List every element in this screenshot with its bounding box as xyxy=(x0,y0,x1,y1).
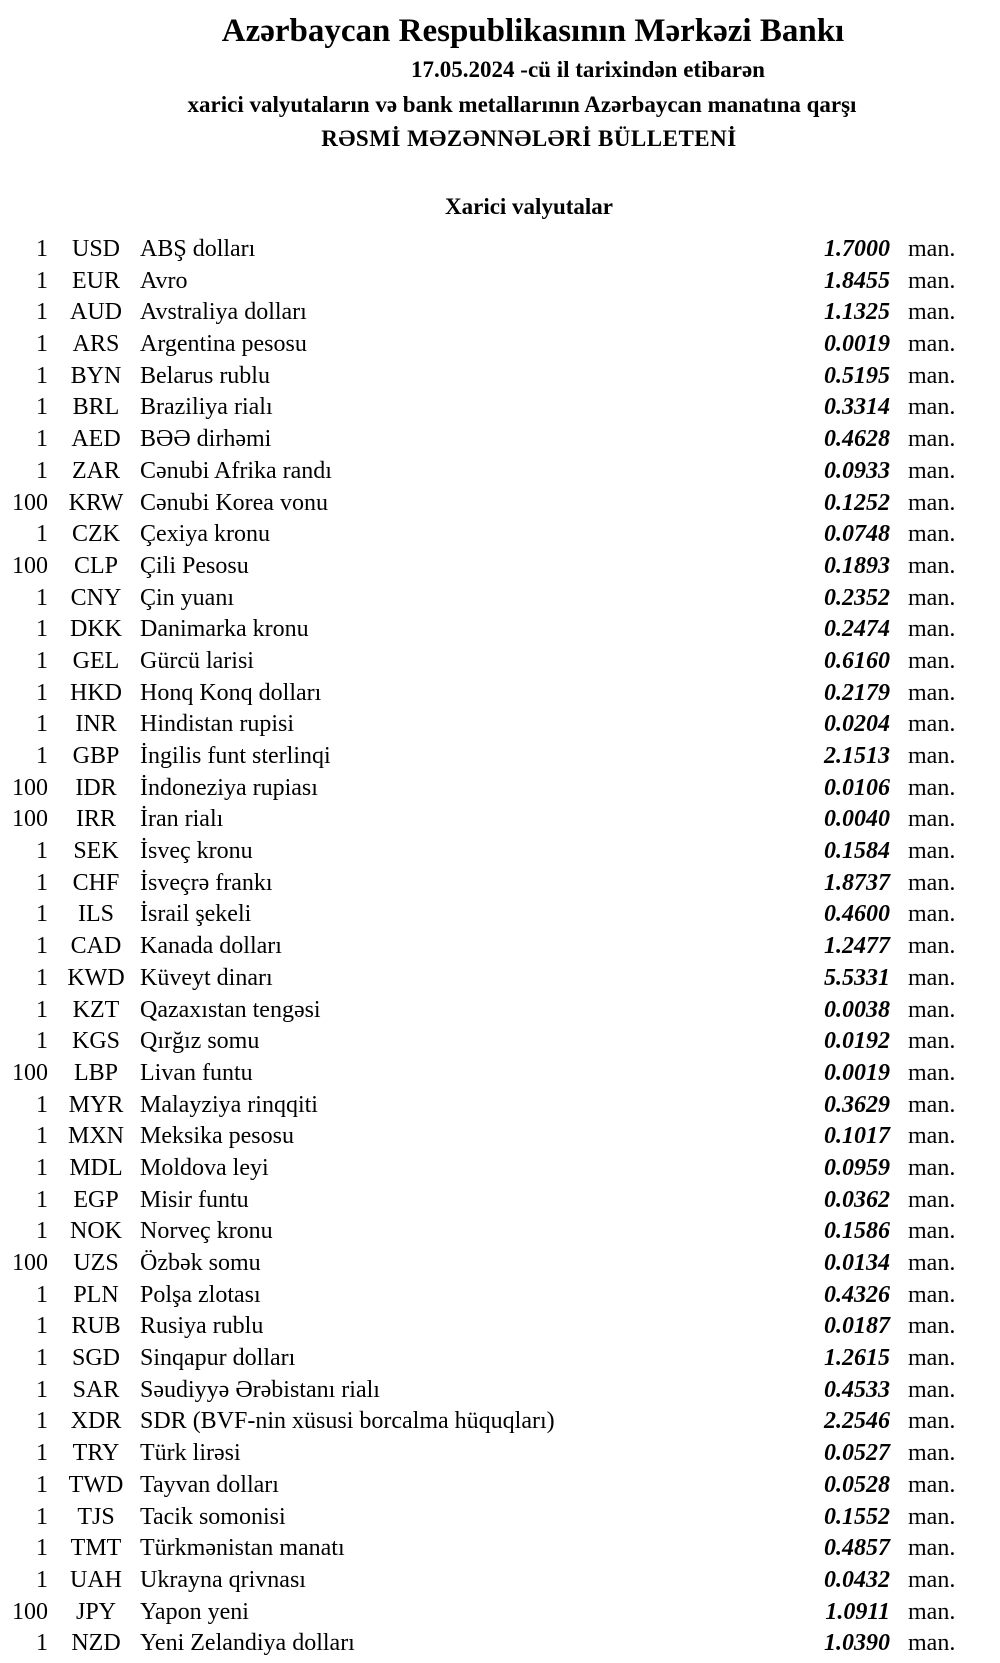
currency-name: BƏƏ dirhəmi xyxy=(140,426,272,453)
unit-label: man. xyxy=(908,1376,956,1403)
currency-name: Argentina pesosu xyxy=(140,331,307,358)
currency-row xyxy=(0,1248,1000,1280)
section-title-foreign-currencies: Xarici valyutalar xyxy=(445,194,613,219)
currency-name: Livan funtu xyxy=(140,1059,253,1086)
currency-code: ILS xyxy=(78,901,114,928)
currency-code: NZD xyxy=(71,1630,121,1657)
currency-code: KZT xyxy=(72,996,120,1023)
currency-name: İran rialı xyxy=(140,806,224,833)
currency-row xyxy=(0,1533,1000,1565)
currency-quantity: 1 xyxy=(36,1091,48,1118)
currency-name: Misir funtu xyxy=(140,1186,249,1213)
currency-row xyxy=(0,266,1000,298)
currency-quantity: 1 xyxy=(36,679,48,706)
currency-code: SAR xyxy=(72,1376,120,1403)
currency-row xyxy=(0,709,1000,741)
currency-name: Avstraliya dolları xyxy=(140,299,307,326)
currency-rate: 1.0390 xyxy=(824,1630,890,1657)
currency-row xyxy=(0,424,1000,456)
unit-label: man. xyxy=(908,362,956,389)
currency-rate: 1.2477 xyxy=(824,933,890,960)
currency-rate: 1.2615 xyxy=(824,1345,890,1372)
currency-rate: 0.3314 xyxy=(824,394,890,421)
currency-quantity: 1 xyxy=(36,1186,48,1213)
unit-label: man. xyxy=(908,331,956,358)
currency-rate: 0.0432 xyxy=(824,1566,890,1593)
currency-rate: 0.4533 xyxy=(824,1376,890,1403)
unit-label: man. xyxy=(908,489,956,516)
currency-rate: 0.2352 xyxy=(824,584,890,611)
currency-quantity: 1 xyxy=(36,426,48,453)
unit-label: man. xyxy=(908,236,956,262)
currency-name: Norveç kronu xyxy=(140,1218,273,1245)
currency-code: TJS xyxy=(77,1503,115,1530)
currency-rate: 0.0019 xyxy=(824,331,890,358)
currency-quantity: 1 xyxy=(36,647,48,674)
currency-quantity: 1 xyxy=(36,1154,48,1181)
currency-quantity: 1 xyxy=(36,1345,48,1372)
currency-quantity: 1 xyxy=(36,1566,48,1593)
unit-label: man. xyxy=(908,1250,956,1276)
currency-rate: 0.1252 xyxy=(824,489,890,516)
currency-row xyxy=(0,1597,1000,1629)
currency-code: KWD xyxy=(67,964,125,991)
currency-rate: 0.0527 xyxy=(824,1440,890,1467)
currency-code: ARS xyxy=(72,331,120,358)
unit-label: man. xyxy=(908,1091,956,1118)
currency-quantity: 1 xyxy=(36,996,48,1023)
currency-quantity: 100 xyxy=(12,489,48,516)
currency-name: SDR (BVF-nin xüsusi borcalma hüquqları) xyxy=(140,1408,555,1435)
currency-quantity: 1 xyxy=(36,362,48,389)
currency-rate: 0.2179 xyxy=(824,679,890,706)
currency-name: Meksika pesosu xyxy=(140,1123,294,1150)
currency-code: UAH xyxy=(70,1566,122,1593)
bulletin-title: RƏSMİ MƏZƏNNƏLƏRİ BÜLLETENİ xyxy=(321,126,737,151)
currency-name: İndoneziya rupiası xyxy=(140,774,318,801)
currency-row xyxy=(0,1628,1000,1660)
currency-quantity: 1 xyxy=(36,1281,48,1308)
currency-quantity: 100 xyxy=(12,774,48,801)
unit-label: man. xyxy=(908,394,956,421)
currency-rate: 1.8455 xyxy=(824,267,890,294)
currency-row xyxy=(0,614,1000,646)
unit-label: man. xyxy=(908,1313,956,1340)
currency-row xyxy=(0,392,1000,424)
currency-row xyxy=(0,1311,1000,1343)
currency-quantity: 1 xyxy=(36,901,48,928)
unit-label: man. xyxy=(908,869,956,896)
unit-label: man. xyxy=(908,647,956,674)
unit-label: man. xyxy=(908,806,956,833)
unit-label: man. xyxy=(908,1566,956,1593)
currency-name: Hindistan rupisi xyxy=(140,711,294,738)
currency-rate: 0.0187 xyxy=(824,1313,890,1340)
currency-rate: 0.5195 xyxy=(824,362,890,389)
currency-row xyxy=(0,868,1000,900)
scope-line: xarici valyutaların və bank metallarının Azərbaycan manatına qarşı xyxy=(187,92,857,117)
currency-quantity: 1 xyxy=(36,1471,48,1498)
currency-rate: 1.8737 xyxy=(824,869,890,896)
currency-code: JPY xyxy=(75,1598,117,1625)
currency-code: HKD xyxy=(70,679,122,706)
currency-quantity: 1 xyxy=(36,869,48,896)
currency-name: Yeni Zelandiya dolları xyxy=(140,1630,355,1657)
currency-quantity: 1 xyxy=(36,616,48,643)
currency-row xyxy=(0,551,1000,583)
currency-rate: 0.3629 xyxy=(824,1091,890,1118)
currency-rate: 0.0134 xyxy=(824,1250,890,1276)
unit-label: man. xyxy=(908,711,956,738)
unit-label: man. xyxy=(908,267,956,294)
currency-row xyxy=(0,234,1000,266)
currency-quantity: 1 xyxy=(36,1313,48,1340)
currency-code: EGP xyxy=(73,1186,119,1213)
currency-code: NOK xyxy=(70,1218,122,1245)
currency-code: BYN xyxy=(70,362,122,389)
currency-row xyxy=(0,1216,1000,1248)
currency-name: Cənubi Afrika randı xyxy=(140,457,332,484)
unit-label: man. xyxy=(908,964,956,991)
currency-row xyxy=(0,1565,1000,1597)
unit-label: man. xyxy=(908,426,956,453)
currency-quantity: 1 xyxy=(36,1503,48,1530)
currency-rate: 0.0933 xyxy=(824,457,890,484)
currency-row xyxy=(0,773,1000,805)
unit-label: man. xyxy=(908,901,956,928)
currency-name: Kanada dolları xyxy=(140,933,282,960)
currency-code: TMT xyxy=(70,1535,122,1562)
currency-rate: 0.1584 xyxy=(824,838,890,865)
unit-label: man. xyxy=(908,1123,956,1150)
currency-rate: 0.0528 xyxy=(824,1471,890,1498)
currency-code: GBP xyxy=(72,743,120,769)
currency-rate: 5.5331 xyxy=(824,964,890,991)
currency-name: Yapon yeni xyxy=(140,1598,249,1625)
currency-row xyxy=(0,297,1000,329)
currency-rate: 0.4857 xyxy=(824,1535,890,1562)
currency-rate: 1.0911 xyxy=(825,1598,890,1625)
rates-table xyxy=(0,234,1000,1660)
currency-name: Honq Konq dolları xyxy=(140,679,322,706)
currency-name: Türkmənistan manatı xyxy=(140,1535,345,1562)
currency-name: Polşa zlotası xyxy=(140,1281,261,1308)
currency-code: BRL xyxy=(72,394,120,421)
currency-name: İsveçrə frankı xyxy=(140,869,273,896)
unit-label: man. xyxy=(908,1345,956,1372)
unit-label: man. xyxy=(908,933,956,960)
currency-rate: 0.0192 xyxy=(824,1028,890,1055)
currency-quantity: 1 xyxy=(36,299,48,326)
currency-row xyxy=(0,1343,1000,1375)
currency-row xyxy=(0,1153,1000,1185)
currency-quantity: 1 xyxy=(36,838,48,865)
currency-quantity: 1 xyxy=(36,1028,48,1055)
currency-quantity: 1 xyxy=(36,711,48,738)
currency-rate: 1.7000 xyxy=(824,236,890,262)
currency-name: ABŞ dolları xyxy=(140,236,256,262)
currency-code: GEL xyxy=(72,647,120,674)
currency-name: Ukrayna qrivnası xyxy=(140,1566,306,1593)
unit-label: man. xyxy=(908,1630,956,1657)
currency-code: TWD xyxy=(68,1471,124,1498)
effective-date-line: 17.05.2024 -cü il tarixindən etibarən xyxy=(411,57,765,82)
currency-rate: 0.0204 xyxy=(824,711,890,738)
currency-rate: 2.1513 xyxy=(824,743,890,769)
currency-quantity: 1 xyxy=(36,584,48,611)
currency-quantity: 100 xyxy=(12,1598,48,1625)
currency-quantity: 100 xyxy=(12,806,48,833)
currency-row xyxy=(0,678,1000,710)
currency-rate: 2.2546 xyxy=(824,1408,890,1435)
currency-name: Braziliya rialı xyxy=(140,394,273,421)
currency-row xyxy=(0,488,1000,520)
currency-code: AUD xyxy=(70,299,122,326)
currency-quantity: 100 xyxy=(12,1059,48,1086)
currency-rate: 0.4628 xyxy=(824,426,890,453)
unit-label: man. xyxy=(908,552,956,579)
currency-code: XDR xyxy=(70,1408,122,1435)
currency-code: CLP xyxy=(73,552,118,579)
unit-label: man. xyxy=(908,299,956,326)
unit-label: man. xyxy=(908,743,956,769)
currency-quantity: 1 xyxy=(36,964,48,991)
currency-row xyxy=(0,899,1000,931)
currency-rate: 0.2474 xyxy=(824,616,890,643)
currency-row xyxy=(0,1121,1000,1153)
currency-row xyxy=(0,1185,1000,1217)
currency-name: Belarus rublu xyxy=(140,362,270,389)
currency-code: PLN xyxy=(73,1281,119,1308)
currency-quantity: 1 xyxy=(36,1408,48,1435)
currency-name: İsveç kronu xyxy=(140,838,253,865)
currency-row xyxy=(0,1438,1000,1470)
currency-name: Danimarka kronu xyxy=(140,616,309,643)
unit-label: man. xyxy=(908,838,956,865)
currency-quantity: 1 xyxy=(36,457,48,484)
currency-rate: 0.1586 xyxy=(824,1218,890,1245)
currency-rate: 0.0040 xyxy=(824,806,890,833)
currency-quantity: 1 xyxy=(36,1376,48,1403)
unit-label: man. xyxy=(908,1535,956,1562)
currency-rate: 0.0038 xyxy=(824,996,890,1023)
currency-quantity: 1 xyxy=(36,236,48,262)
currency-quantity: 1 xyxy=(36,1440,48,1467)
currency-code: CZK xyxy=(72,521,120,548)
currency-code: MDL xyxy=(69,1154,123,1181)
unit-label: man. xyxy=(908,1408,956,1435)
currency-code: TRY xyxy=(72,1440,120,1467)
currency-row xyxy=(0,1406,1000,1438)
currency-code: MXN xyxy=(67,1123,124,1150)
unit-label: man. xyxy=(908,679,956,706)
currency-quantity: 100 xyxy=(12,1250,48,1276)
unit-label: man. xyxy=(908,1503,956,1530)
currency-quantity: 1 xyxy=(36,743,48,769)
currency-name: Rusiya rublu xyxy=(140,1313,264,1340)
unit-label: man. xyxy=(908,1028,956,1055)
currency-quantity: 1 xyxy=(36,267,48,294)
unit-label: man. xyxy=(908,616,956,643)
unit-label: man. xyxy=(908,1218,956,1245)
currency-code: MYR xyxy=(68,1091,124,1118)
currency-row xyxy=(0,646,1000,678)
unit-label: man. xyxy=(908,1598,956,1625)
currency-name: Çili Pesosu xyxy=(140,552,249,579)
currency-rate: 0.6160 xyxy=(824,647,890,674)
currency-quantity: 1 xyxy=(36,933,48,960)
currency-row xyxy=(0,963,1000,995)
currency-name: Qazaxıstan tengəsi xyxy=(140,996,321,1023)
currency-code: DKK xyxy=(70,616,122,643)
currency-code: LBP xyxy=(73,1059,118,1086)
unit-label: man. xyxy=(908,1186,956,1213)
unit-label: man. xyxy=(908,457,956,484)
currency-code: RUB xyxy=(71,1313,121,1340)
currency-rate: 0.1017 xyxy=(824,1123,890,1150)
bank-title: Azərbaycan Respublikasının Mərkəzi Bankı xyxy=(221,13,845,49)
currency-name: Tayvan dolları xyxy=(140,1471,279,1498)
currency-name: Qırğız somu xyxy=(140,1028,260,1055)
currency-row xyxy=(0,1502,1000,1534)
currency-code: CNY xyxy=(70,584,122,611)
currency-name: İngilis funt sterlinqi xyxy=(140,743,331,769)
currency-quantity: 1 xyxy=(36,394,48,421)
unit-label: man. xyxy=(908,584,956,611)
currency-code: IRR xyxy=(75,806,116,833)
currency-code: UZS xyxy=(73,1250,119,1276)
currency-name: Avro xyxy=(140,267,188,294)
unit-label: man. xyxy=(908,774,956,801)
currency-code: IDR xyxy=(75,774,117,801)
currency-row xyxy=(0,1375,1000,1407)
currency-quantity: 1 xyxy=(36,1123,48,1150)
currency-row xyxy=(0,583,1000,615)
unit-label: man. xyxy=(908,1281,956,1308)
currency-rate: 0.4326 xyxy=(824,1281,890,1308)
currency-code: KRW xyxy=(68,489,124,516)
currency-name: Səudiyyə Ərəbistanı rialı xyxy=(140,1376,380,1403)
currency-name: Gürcü larisi xyxy=(140,647,254,674)
currency-rate: 0.1552 xyxy=(824,1503,890,1530)
currency-code: EUR xyxy=(72,267,120,294)
unit-label: man. xyxy=(908,1059,956,1086)
currency-name: Türk lirəsi xyxy=(140,1440,241,1467)
currency-code: AED xyxy=(71,426,121,453)
currency-name: Tacik somonisi xyxy=(140,1503,286,1530)
currency-rate: 0.1893 xyxy=(824,552,890,579)
currency-rate: 0.0748 xyxy=(824,521,890,548)
unit-label: man. xyxy=(908,1440,956,1467)
currency-row xyxy=(0,1280,1000,1312)
currency-code: USD xyxy=(71,236,120,262)
currency-name: Moldova leyi xyxy=(140,1154,269,1181)
currency-row xyxy=(0,1090,1000,1122)
currency-code: KGS xyxy=(71,1028,120,1055)
currency-row xyxy=(0,1026,1000,1058)
currency-row xyxy=(0,519,1000,551)
currency-quantity: 100 xyxy=(12,552,48,579)
unit-label: man. xyxy=(908,996,956,1023)
currency-code: SEK xyxy=(73,838,119,865)
currency-rate: 0.0106 xyxy=(824,774,890,801)
currency-row xyxy=(0,361,1000,393)
currency-rate: 1.1325 xyxy=(824,299,890,326)
unit-label: man. xyxy=(908,1471,956,1498)
currency-row xyxy=(0,1470,1000,1502)
currency-code: CHF xyxy=(72,869,120,896)
currency-name: İsrail şekeli xyxy=(140,901,252,928)
currency-name: Çin yuanı xyxy=(140,584,234,611)
currency-rate: 0.0362 xyxy=(824,1186,890,1213)
currency-name: Özbək somu xyxy=(140,1250,261,1276)
currency-quantity: 1 xyxy=(36,331,48,358)
currency-code: SGD xyxy=(71,1345,120,1372)
currency-row xyxy=(0,995,1000,1027)
currency-row xyxy=(0,836,1000,868)
currency-row xyxy=(0,1058,1000,1090)
currency-name: Çexiya kronu xyxy=(140,521,270,548)
currency-row xyxy=(0,456,1000,488)
currency-quantity: 1 xyxy=(36,1535,48,1562)
currency-name: Küveyt dinarı xyxy=(140,964,273,991)
currency-name: Malayziya rinqqiti xyxy=(140,1091,318,1118)
currency-row xyxy=(0,741,1000,773)
currency-row xyxy=(0,931,1000,963)
currency-code: ZAR xyxy=(72,457,120,484)
currency-code: CAD xyxy=(70,933,122,960)
unit-label: man. xyxy=(908,1154,956,1181)
currency-name: Cənubi Korea vonu xyxy=(140,489,328,516)
currency-quantity: 1 xyxy=(36,521,48,548)
currency-row xyxy=(0,329,1000,361)
currency-rate: 0.0019 xyxy=(824,1059,890,1086)
currency-quantity: 1 xyxy=(36,1630,48,1657)
currency-code: INR xyxy=(75,711,117,738)
unit-label: man. xyxy=(908,521,956,548)
currency-row xyxy=(0,804,1000,836)
currency-quantity: 1 xyxy=(36,1218,48,1245)
currency-rate: 0.4600 xyxy=(824,901,890,928)
currency-name: Sinqapur dolları xyxy=(140,1345,296,1372)
currency-rate: 0.0959 xyxy=(824,1154,890,1181)
